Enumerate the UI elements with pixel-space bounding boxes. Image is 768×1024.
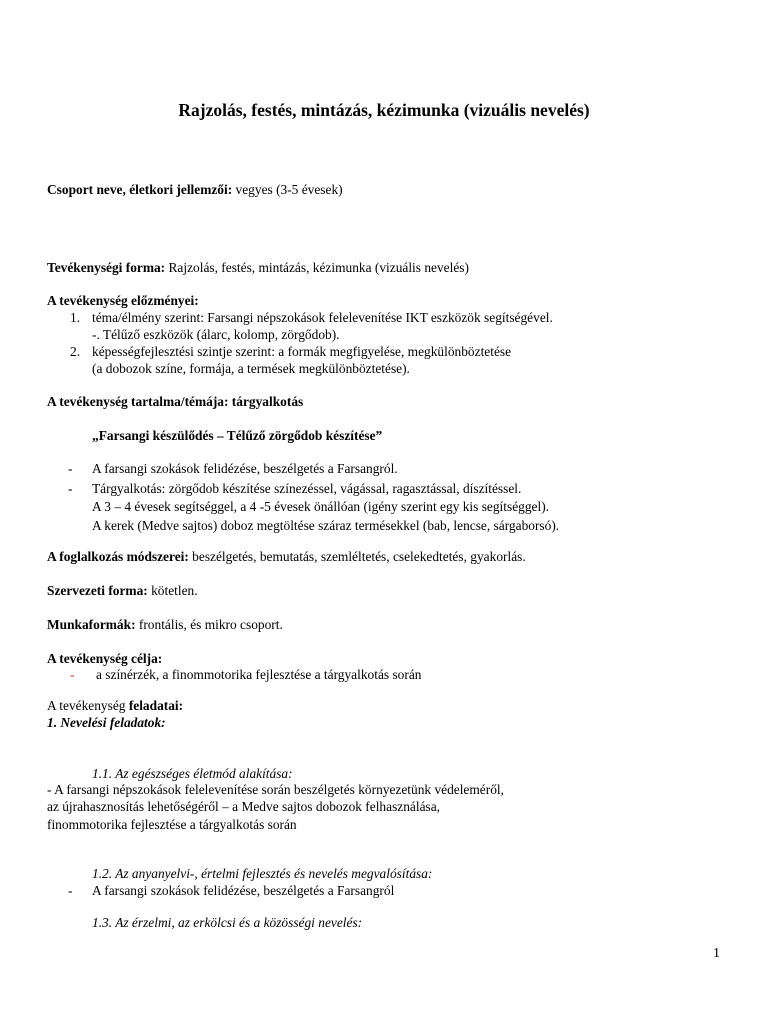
goal-dash: - — [70, 667, 75, 682]
section-1-2-text: A farsangi szokások felidézése, beszélgetés a Farsangról — [92, 883, 395, 898]
antecedents-item2-number: 2. — [70, 344, 81, 359]
content-bullet2-dash: - — [68, 481, 73, 496]
group-label: Csoport neve, életkori jellemzői: — [47, 182, 233, 197]
workforms-value: frontális, és mikro csoport. — [135, 617, 283, 632]
content-heading: A tevékenység tartalma/témája: tárgyalkotás — [47, 394, 304, 409]
form-line — [47, 259, 469, 276]
tasks-heading — [47, 697, 183, 714]
section-1-1-line3: finommotorika fejlesztése a tárgyalkotás során — [47, 817, 297, 832]
tasks-subheading: 1. Nevelési feladatok: — [47, 715, 166, 730]
section-1-2-dash: - — [68, 883, 73, 898]
methods-label: A foglalkozás módszerei: — [47, 549, 189, 564]
section-1-2-heading: 1.2. Az anyanyelvi-, értelmi fejlesztés és nevelés megvalósítása: — [92, 866, 433, 881]
tasks-bold: feladatai: — [128, 698, 184, 713]
section-1-1-heading: 1.1. Az egészséges életmód alakítása: — [92, 766, 293, 781]
antecedents-item2-line2: (a dobozok színe, formája, a termések megkülönböztetése). — [92, 361, 410, 376]
goal-text: a színérzék, a finommotorika fejlesztése a tárgyalkotás során — [96, 667, 422, 682]
org-label: Szervezeti forma: — [47, 583, 148, 598]
form-value: Rajzolás, festés, mintázás, kézimunka (vizuális nevelés) — [165, 260, 469, 275]
section-1-1-line2: az újrahasznosítás lehetőségéről – a Medve sajtos dobozok felhasználása, — [47, 799, 441, 814]
section-1-3-heading: 1.3. Az érzelmi, az erkölcsi és a közösségi nevelés: — [92, 915, 363, 930]
goal-heading: A tevékenység célja: — [47, 651, 163, 666]
antecedents-item1-line2: -. Télűző eszközök (álarc, kolomp, zörgődob). — [92, 327, 340, 342]
methods-line — [47, 548, 526, 565]
antecedents-item2-line1: képességfejlesztési szintje szerint: a formák megfigyelése, megkülönböztetése — [92, 344, 512, 359]
tasks-prefix: A tevékenység — [47, 698, 129, 713]
workforms-label: Munkaformák: — [47, 617, 136, 632]
antecedents-item1-number: 1. — [70, 310, 81, 325]
group-line — [47, 181, 343, 198]
form-label: Tevékenységi forma: — [47, 260, 166, 275]
org-value: kötetlen. — [147, 583, 198, 598]
content-bullet2-line1: Tárgyalkotás: zörgődob készítése színezéssel, vágással, ragasztással, díszítéssel. — [92, 481, 522, 496]
section-1-1-line1: - A farsangi népszokások felelevenítése során beszélgetés környezetünk védeleméről, — [47, 782, 504, 797]
antecedents-item1-line1: téma/élmény szerint: Farsangi népszokások felelevenítése IKT eszközök segítségével. — [92, 310, 553, 325]
content-bullet2-line3: A kerek (Medve sajtos) doboz megtöltése száraz termésekkel (bab, lencse, sárgaborsó). — [92, 518, 560, 533]
content-bullet1-dash: - — [68, 461, 73, 476]
workforms-line — [47, 616, 283, 633]
org-line — [47, 582, 198, 599]
page-title: Rajzolás, festés, mintázás, kézimunka (vizuális nevelés) — [178, 100, 590, 120]
content-bullet1: A farsangi szokások felidézése, beszélgetés a Farsangról. — [92, 461, 398, 476]
page-number: 1 — [713, 946, 720, 961]
content-subtitle: „Farsangi készülődés – Télűző zörgődob készítése” — [92, 428, 383, 443]
antecedents-heading: A tevékenység előzményei: — [47, 293, 199, 308]
group-value: vegyes (3-5 évesek) — [232, 182, 343, 197]
content-bullet2-line2: A 3 – 4 évesek segítséggel, a 4 -5 évesek önállóan (igény szerint egy kis segítséggel). — [92, 499, 550, 514]
methods-value: beszélgetés, bemutatás, szemléltetés, cselekedtetés, gyakorlás. — [188, 549, 526, 564]
